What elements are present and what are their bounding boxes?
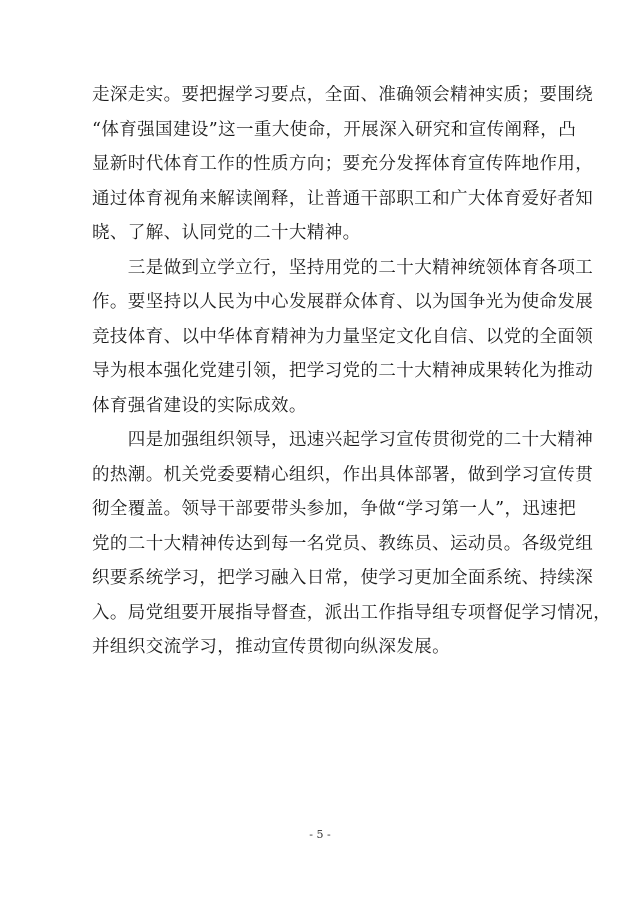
page-number: - 5 -	[309, 828, 331, 841]
paragraph-1	[92, 78, 594, 251]
paragraph-2	[92, 251, 594, 424]
text-line: 三是做到立学立行，坚持用党的二十大精神统领体育各项工	[92, 257, 594, 278]
text-line: 体育强省建设的实际成效。	[92, 395, 307, 416]
text-line: 并组织交流学习，推动宣传贯彻向纵深发展。	[92, 637, 450, 657]
text-line: 作。要坚持以人民为中心发展群众体育、以为国争光为使命发展	[92, 292, 594, 312]
text-line: 显新时代体育工作的性质方向；要充分发挥体育宣传阵地作用，	[92, 154, 594, 174]
paragraph-3	[92, 423, 612, 665]
text-line: 晓、了解、认同党的二十大精神。	[92, 223, 361, 243]
text-line: 彻全覆盖。领导干部要带头参加，争做“学习第一人”，迅速把	[92, 499, 577, 519]
text-line: 织要系统学习，把学习融入日常，使学习更加全面系统、持续深	[92, 568, 594, 588]
text-line: 通过体育视角来解读阐释，让普通干部职工和广大体育爱好者知	[92, 188, 594, 209]
text-line: 党的二十大精神传达到每一名党员、教练员、运动员。各级党组	[92, 533, 594, 554]
text-line: 竞技体育、以中华体育精神为力量坚定文化自信、以党的全面领	[92, 326, 594, 347]
text-line: 的热潮。机关党委要精心组织，作出具体部署，做到学习宣传贯	[92, 464, 594, 485]
text-line: 导为根本强化党建引领，把学习党的二十大精神成果转化为推动	[92, 361, 594, 381]
text-line: “体育强国建设”这一重大使命，开展深入研究和宣传阐释，凸	[92, 119, 577, 140]
text-line: 走深走实。要把握学习要点，全面、准确领会精神实质；要围绕	[92, 85, 594, 105]
text-line: 四是加强组织领导，迅速兴起学习宣传贯彻党的二十大精神	[92, 430, 594, 450]
text-line: 入。局党组要开展指导督查，派出工作指导组专项督促学习情况，	[92, 602, 612, 623]
document-body	[92, 78, 612, 665]
